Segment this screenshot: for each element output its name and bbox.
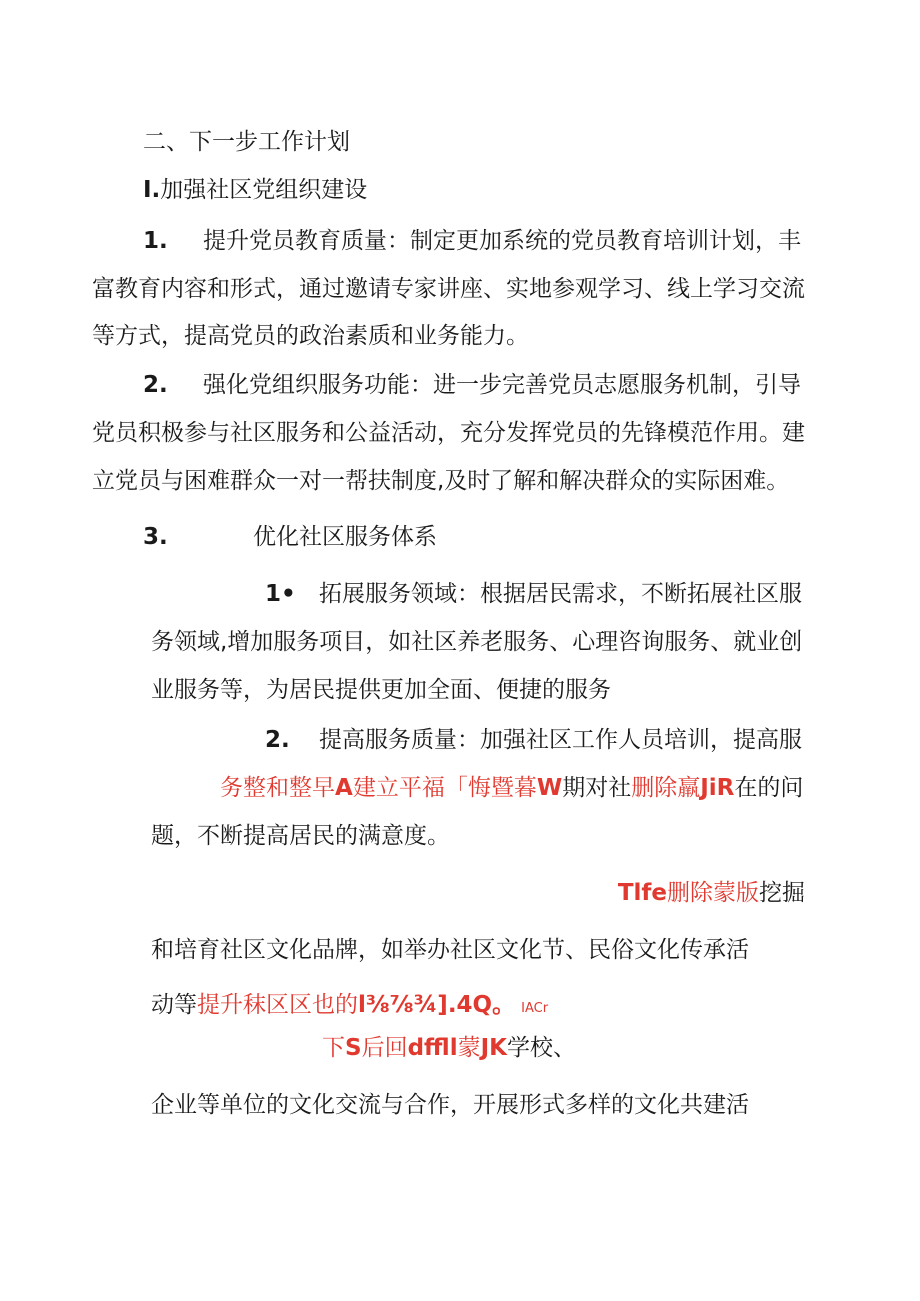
- sub2-line2-red-b: A: [335, 775, 353, 801]
- sub2-line1: 提高服务质量：加强社区工作人员培训，提高服: [319, 727, 802, 753]
- fragment3-black: 动等: [151, 992, 197, 1018]
- sub2-line3: 题，不断提高居民的满意度。: [151, 823, 450, 849]
- fragment1-black: 挖掘: [759, 880, 805, 906]
- fragment4-black: 学校、: [507, 1035, 576, 1061]
- item2-line2: 党员积极参与社区服务和公益活动，充分发挥党员的先锋模范作用。建: [92, 420, 805, 446]
- sub2-line2-red-c: 建立平福「悔暨暮: [352, 775, 537, 801]
- sub2-line2-black-a: 期对社: [562, 775, 632, 801]
- item1-line1: 提升党员教育质量：制定更加系统的党员教育培训计划，丰: [203, 228, 801, 254]
- fragment-line3: [151, 990, 548, 1024]
- item3-title: 优化社区服务体系: [253, 524, 437, 550]
- sub2-line2: [220, 773, 803, 803]
- sub-title: [143, 175, 367, 205]
- item1-line2: 富教育内容和形式，通过邀请专家讲座、实地参观学习、线上学习交流: [92, 276, 805, 302]
- fragment4-red-d: dffll: [407, 1035, 458, 1061]
- fragment4-red-c: 后回: [361, 1035, 408, 1061]
- sub2-line2-red-f: JiR: [700, 775, 735, 801]
- fragment4-red-b: S: [345, 1035, 362, 1061]
- fragment3-red: 提升秣区区也的: [197, 992, 358, 1018]
- sub2-line2-black-b: 在的问: [734, 775, 804, 801]
- item3-number: 3.: [143, 524, 168, 550]
- fragment1-red: 删除蒙版: [667, 880, 759, 906]
- sub1-line1: 拓展服务领域：根据居民需求，不断拓展社区服: [319, 581, 802, 607]
- fragment3-red-bold: l⅜⅞¾].4Q。: [358, 992, 516, 1018]
- fragment4-red-f: JK: [480, 1035, 507, 1061]
- item2-number: 2.: [143, 372, 168, 398]
- sub2-line2-red-e: 删除羸: [631, 775, 701, 801]
- item2-line3: 立党员与困难群众一对一帮扶制度,及时了解和解决群众的实际困难。: [92, 468, 790, 494]
- fragment-line4: [322, 1033, 576, 1063]
- fragment4-red-a: 下: [322, 1035, 345, 1061]
- sub2-line2-red-a: 务整和整早: [220, 775, 335, 801]
- sub-title-text: 加强社区党组织建设: [160, 177, 368, 203]
- item2-line1: 强化党组织服务功能：进一步完善党员志愿服务机制，引导: [203, 372, 801, 398]
- fragment-line5: 企业等单位的文化交流与合作，开展形式多样的文化共建活: [151, 1092, 749, 1118]
- section-title: 二、下一步工作计划: [143, 129, 350, 155]
- fragment4-red-e: 蒙: [457, 1035, 481, 1061]
- item1-line3: 等方式，提高党员的政治素质和业务能力。: [92, 323, 529, 349]
- fragment1-red-bold: Tlfe: [617, 880, 667, 906]
- fragment3-red-small: IACr: [521, 1001, 549, 1016]
- sub2-number: 2.: [265, 727, 290, 753]
- sub1-number: 1•: [265, 581, 296, 607]
- sub2-line2-red-d: W: [536, 775, 563, 801]
- item1-number: 1.: [143, 228, 168, 254]
- sub1-line3: 业服务等，为居民提供更加全面、便捷的服务: [151, 677, 611, 703]
- sub1-line2: 务领域,增加服务项目，如社区养老服务、心理咨询服务、就业创: [151, 629, 803, 655]
- fragment-line1: [618, 878, 805, 908]
- fragment-line2: 和培育社区文化品牌，如举办社区文化节、民俗文化传承活: [151, 937, 749, 963]
- sub-title-prefix: I.: [143, 177, 161, 203]
